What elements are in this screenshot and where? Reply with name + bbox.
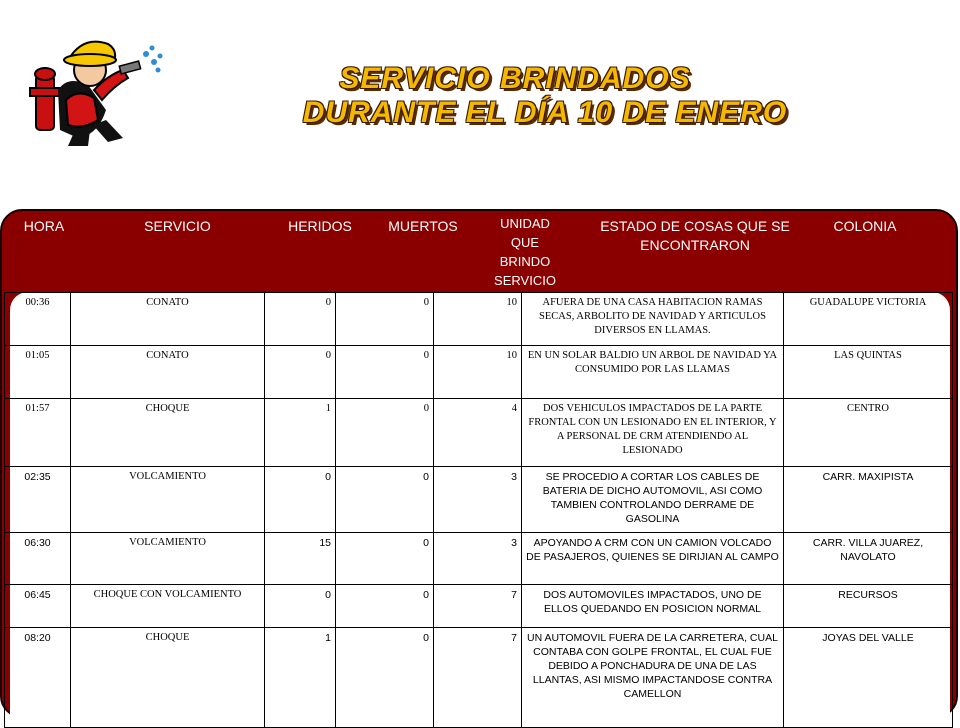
cell-unidad: 10 — [434, 346, 522, 399]
table-row — [5, 585, 953, 628]
table-row — [5, 533, 953, 585]
cell-colonia: CARR. VILLA JUAREZ, NAVOLATO — [784, 533, 953, 585]
cell-estado: AFUERA DE UNA CASA HABITACION RAMAS SECAS, ARBOLITO DE NAVIDAD Y ARTICULOS DIVERSOS EN LLAMAS. — [522, 293, 784, 346]
cell-heridos: 1 — [265, 628, 336, 728]
cell-estado: SE PROCEDIO A CORTAR LOS CABLES DE BATERIA DE DICHO AUTOMOVIL, ASI COMO TAMBIEN CONTROLANDO DERRAME DE GASOLINA — [522, 467, 784, 533]
cell-servicio: CHOQUE CON VOLCAMIENTO — [71, 585, 265, 628]
cell-unidad: 3 — [434, 533, 522, 585]
header-muertos: MUERTOS — [388, 218, 458, 234]
cell-unidad: 10 — [434, 293, 522, 346]
cell-muertos: 0 — [336, 399, 434, 467]
cell-heridos: 0 — [265, 293, 336, 346]
header-estado — [580, 217, 810, 255]
cell-colonia: CENTRO — [784, 399, 953, 467]
cell-colonia: LAS QUINTAS — [784, 346, 953, 399]
cell-estado: DOS VEHICULOS IMPACTADOS DE LA PARTE FRONTAL CON UN LESIONADO EN EL INTERIOR, Y A PERSONAL DE CRM ATENDIENDO AL LESIONADO — [522, 399, 784, 467]
cell-hora: 08:20 — [5, 628, 71, 728]
cell-unidad: 7 — [434, 585, 522, 628]
cell-hora: 01:05 — [5, 346, 71, 399]
header-heridos: HERIDOS — [288, 218, 352, 234]
cell-unidad: 7 — [434, 628, 522, 728]
cell-unidad: 4 — [434, 399, 522, 467]
cell-muertos: 0 — [336, 533, 434, 585]
cell-heridos: 0 — [265, 585, 336, 628]
cell-unidad: 3 — [434, 467, 522, 533]
cell-heridos: 15 — [265, 533, 336, 585]
header-unidad-line-4: SERVICIO — [494, 273, 556, 288]
cell-hora: 06:30 — [5, 533, 71, 585]
table-row — [5, 399, 953, 467]
cell-heridos: 0 — [265, 467, 336, 533]
cell-servicio: CHOQUE — [71, 399, 265, 467]
cell-estado: APOYANDO A CRM CON UN CAMION VOLCADO DE PASAJEROS, QUIENES SE DIRIJIAN AL CAMPO — [522, 533, 784, 585]
cell-colonia: GUADALUPE VICTORIA — [784, 293, 953, 346]
cell-colonia: CARR. MAXIPISTA — [784, 467, 953, 533]
cell-servicio: VOLCAMIENTO — [71, 533, 265, 585]
cell-colonia: RECURSOS — [784, 585, 953, 628]
cell-muertos: 0 — [336, 585, 434, 628]
page-title-line-2: DURANTE EL DÍA 10 DE ENERO — [302, 96, 788, 129]
header-unidad-line-2: QUE — [510, 235, 540, 250]
cell-estado: UN AUTOMOVIL FUERA DE LA CARRETERA, CUAL CONTABA CON GOLPE FRONTAL, EL CUAL FUE DEBIDO A PONCHADURA DE UNA DE LAS LLANTAS, ASI MISMO IMPACTANDOSE CONTRA CAMELLON — [522, 628, 784, 728]
cell-servicio: CONATO — [71, 293, 265, 346]
cell-heridos: 0 — [265, 346, 336, 399]
firefighter-mascot-icon — [28, 30, 168, 148]
cell-hora: 06:45 — [5, 585, 71, 628]
cell-muertos: 0 — [336, 293, 434, 346]
header-unidad-line-1: UNIDAD — [500, 216, 550, 231]
page-title-line-1: SERVICIO BRINDADOS — [339, 62, 691, 95]
cell-heridos: 1 — [265, 399, 336, 467]
services-table — [4, 292, 953, 728]
table-header — [0, 209, 958, 293]
cell-hora: 01:57 — [5, 399, 71, 467]
header-hora: HORA — [23, 218, 65, 234]
cell-estado: DOS AUTOMOVILES IMPACTADOS, UNO DE ELLOS QUEDANDO EN POSICION NORMAL — [522, 585, 784, 628]
cell-servicio: VOLCAMIENTO — [71, 467, 265, 533]
cell-muertos: 0 — [336, 346, 434, 399]
header-servicio: SERVICIO — [144, 218, 211, 234]
cell-hora: 00:36 — [5, 293, 71, 346]
table-row — [5, 293, 953, 346]
header-estado-line-2: ENCONTRARON — [640, 237, 750, 253]
cell-muertos: 0 — [336, 467, 434, 533]
header-estado-line-1: ESTADO DE COSAS QUE SE — [600, 218, 790, 234]
cell-colonia: JOYAS DEL VALLE — [784, 628, 953, 728]
header-colonia: COLONIA — [833, 218, 897, 234]
header-unidad-line-3: BRINDO — [499, 254, 551, 269]
cell-estado: EN UN SOLAR BALDIO UN ARBOL DE NAVIDAD YA CONSUMIDO POR LAS LLAMAS — [522, 346, 784, 399]
cell-hora: 02:35 — [5, 467, 71, 533]
table-row — [5, 467, 953, 533]
header-unidad — [480, 214, 570, 290]
cell-muertos: 0 — [336, 628, 434, 728]
cell-servicio: CONATO — [71, 346, 265, 399]
table-row — [5, 628, 953, 728]
cell-servicio: CHOQUE — [71, 628, 265, 728]
table-row — [5, 346, 953, 399]
